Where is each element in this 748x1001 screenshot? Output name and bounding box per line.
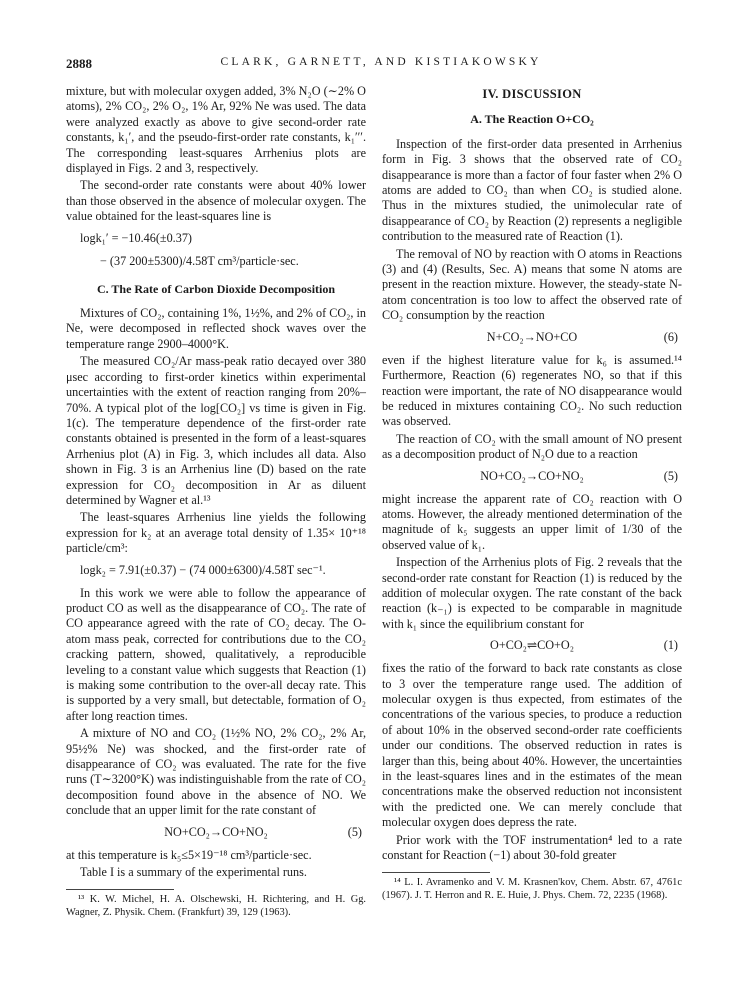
- equation-text: NO+CO₂→CO+NO₂: [480, 468, 584, 483]
- footnote-rule: [66, 889, 174, 890]
- paragraph: might increase the apparent rate of CO₂ reaction with O atoms. However, the already mentioned determination of the magnitude of k₅ suggests an upper limit of 1/30 of the observed value of k₁.: [382, 491, 682, 552]
- subsection-heading: C. The Rate of Carbon Dioxide Decomposition: [96, 281, 336, 296]
- paragraph: The second-order rate constants were about 40% lower than those observed in the absence of molecular oxygen. The value obtained for the least-squares line is: [66, 178, 366, 224]
- equation-text: − (37 200±5300)/4.58T cm³/particle·sec.: [100, 253, 299, 268]
- footnote: ¹⁴ L. I. Avramenko and V. M. Krasnen'kov, Chem. Abstr. 67, 4761c (1967). J. T. Herron and R. E. Huie, J. Phys. Chem. 72, 2235 (1968).: [382, 877, 682, 902]
- section-heading: IV. DISCUSSION: [482, 87, 582, 101]
- equation-number: (6): [663, 329, 678, 344]
- paragraph: Prior work with the TOF instrumentation⁴ led to a rate constant for Reaction (−1) about 30-fold greater: [382, 832, 682, 863]
- right-column: [382, 84, 682, 903]
- equation-text: logk₁′ = −10.46(±0.37): [80, 230, 192, 245]
- paragraph: even if the highest literature value for k₆ is assumed.¹⁴ Furthermore, Reaction (6) regenerates NO, so that if this reaction were important, the rate of NO disappearance would be reduced in mixtures containing CO₂. No such reduction was observed.: [382, 352, 682, 429]
- equation-text: N+CO₂→NO+CO: [486, 329, 578, 344]
- footnote: ¹³ K. W. Michel, H. A. Olschewski, H. Richtering, and H. Gg. Wagner, Z. Physik. Chem. (Frankfurt) 39, 129 (1963).: [66, 894, 366, 919]
- equation: [66, 825, 366, 841]
- subsection-heading: A. The Reaction O+CO₂: [470, 112, 594, 127]
- paragraph: fixes the ratio of the forward to back rate constants as close to 3 over the temperature range used. The addition of molecular oxygen is thus expected, from estimates of the concentrations of the various species, to produce a reduction of about 10% in the observed second-order rate coefficients under our conditions. The observed reduction in rates is larger than this, being about 40%. However, the uncertainties in the least-squares lines and in the estimates of the mean concentrations make the observed reduction not inconsistent with the predicted one. We can merely conclude that molecular oxygen does depress the rate.: [382, 661, 682, 830]
- paragraph: A mixture of NO and CO₂ (1½% NO, 2% CO₂, 2% Ar, 95½% Ne) was shocked, and the first-order rate of disappearance of CO₂ was evaluated. The rate for the five runs (T∼3200°K) was indistinguishable from the rate of CO₂ decomposition found above in the absence of NO. We conclude that an upper limit for the rate constant of: [66, 726, 366, 818]
- left-column: [66, 84, 366, 920]
- paragraph: The reaction of CO₂ with the small amount of NO present as a decomposition product of N₂O due to a reaction: [382, 431, 682, 462]
- equation: [382, 330, 682, 346]
- running-title: CLARK, GARNETT, AND KISTIAKOWSKY: [220, 56, 542, 68]
- equation: [66, 563, 366, 579]
- paragraph: Inspection of the Arrhenius plots of Fig. 2 reveals that the second-order rate constant for Reaction (1) is reduced by the addition of molecular oxygen. The rate constant of the back reaction (k₋₁) is expected to be comparable in magnitude with k₁ since the equilibrium constant for: [382, 555, 682, 631]
- footnote-rule: [382, 872, 490, 873]
- paragraph: Table I is a summary of the experimental runs.: [80, 865, 307, 880]
- paragraph: mixture, but with molecular oxygen added, 3% N₂O (∼2% O atoms), 2% CO₂, 2% O₂, 1% Ar, 92% Ne was used. The data were analyzed exactly as above to give second-order rate constants, k₁′, and the pseudo-first-order rate constants, k₁′′′. The corresponding least-squares Arrhenius plots are displayed in Figs. 2 and 3, respectively.: [66, 84, 366, 176]
- equation: [382, 638, 682, 654]
- paragraph: The measured CO₂/Ar mass-peak ratio decayed over 380 μsec according to first-order kinetics within experimental uncertainties with the extent of reaction ranging from 20%–70%. A typical plot of the log[CO₂] vs time is given in Fig. 1(c). The temperature dependence of the first-order rate constants obtained is presented in the form of a least-squares Arrhenius plot (A) in Fig. 3, which includes all data. Also shown in Fig. 3 is an Arrhenius line (D) based on the rate expression for CO₂ decomposition in Ar as diluent determined by Wagner et al.¹³: [66, 354, 366, 507]
- page-header: [66, 56, 696, 76]
- equation-number: (5): [347, 824, 362, 839]
- equation-text: logk₂ = 7.91(±0.37) − (74 000±6300)/4.58T sec⁻¹.: [80, 562, 326, 577]
- equation-number: (5): [663, 468, 678, 483]
- equation: [382, 469, 682, 485]
- paragraph: Mixtures of CO₂, containing 1%, 1½%, and 2% of CO₂, in Ne, were decomposed in reflected shock waves over the temperature range 2900–4000°K.: [66, 306, 366, 351]
- equation-text: NO+CO₂→CO+NO₂: [164, 824, 268, 839]
- paragraph: The least-squares Arrhenius line yields the following expression for k₂ at an average total density of 1.35× 10⁺¹⁸ particle/cm³:: [66, 510, 366, 556]
- equation-number: (1): [663, 638, 678, 653]
- page-number: 2888: [66, 56, 92, 71]
- paragraph: at this temperature is k₅≤5×19⁻¹⁸ cm³/particle·sec.: [66, 847, 312, 862]
- equation: [66, 254, 366, 270]
- equation-text: O+CO₂⇌CO+O₂: [490, 638, 574, 653]
- paragraph: The removal of NO by reaction with O atoms in Reactions (3) and (4) (Results, Sec. A) means that some N atoms are present in the reaction mixture. However, the steady-state N-atom concentration is too low to affect the observed rate of CO₂ consumption by the reaction: [382, 246, 682, 323]
- paragraph: Inspection of the first-order data presented in Arrhenius form in Fig. 3 shows that the observed rate of CO₂ disappearance is more than a factor of four faster when 2% O atoms are added to CO₂ than when CO₂ is studied alone. Thus in the mixtures studied, the unimolecular rate of disappearance of CO₂ by Reaction (2) represents a negligible contribution to the measured rate of Reaction (1).: [382, 136, 682, 244]
- equation: [66, 231, 366, 247]
- paragraph: In this work we were able to follow the appearance of product CO as well as the disappearance of CO₂. The rate of CO appearance agreed with the rate of CO₂ decay. The O-atom mass peak, corrected for contributions due to the CO₂ cracking pattern, showed, qualitatively, a reproducible leveling to a constant value which suggests that Reaction (1) is making some contribution to the over-all decay rate. This is supported by a very small, but detectable, formation of O₂ after long reaction times.: [66, 585, 366, 723]
